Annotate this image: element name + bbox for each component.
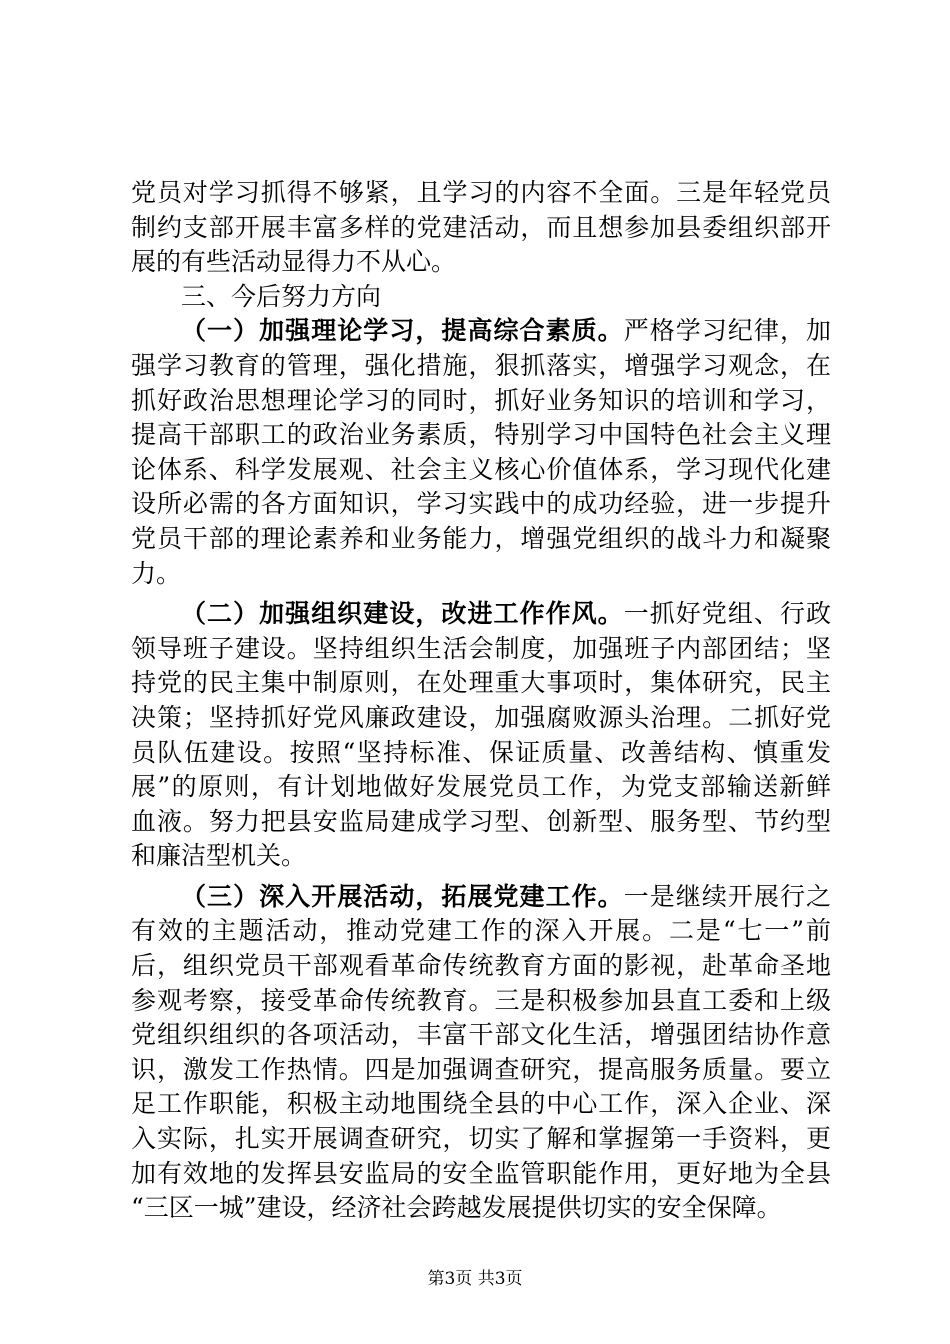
text-line: 持党的民主集中制原则，在处理重大事项时，集体研究，民主: [131, 668, 831, 698]
text-line: 强学习教育的管理，强化措施，狠抓落实，增强学习观念，在: [131, 350, 831, 380]
document-body: [131, 176, 831, 1226]
text-line: 论体系、科学发展观、社会主义核心价值体系，学习现代化建: [131, 454, 831, 484]
paragraph-title: （一）加强理论学习，提高综合素质。: [181, 316, 624, 346]
paragraph-2: [131, 597, 831, 874]
paragraph-title: （二）加强组织建设，改进工作作风。: [181, 599, 624, 629]
text-line: 提高干部职工的政治业务素质，特别学习中国特色社会主义理: [131, 420, 831, 450]
paragraph-first-text: 一是继续开展行之: [623, 881, 831, 911]
text-line: 展”的原则，有计划地做好发展党员工作，为党支部输送新鲜: [131, 772, 831, 802]
paragraph-first-line: [131, 880, 831, 915]
text-line: “三区一城”建设，经济社会跨越发展提供切实的安全保障。: [131, 1193, 782, 1223]
text-line: 足工作职能，积极主动地围绕全县的中心工作，深入企业、深: [131, 1089, 831, 1119]
section-heading: 三、今后努力方向: [181, 281, 382, 311]
text-line: 加有效地的发挥县安监局的安全监管职能作用，更好地为全县: [131, 1158, 831, 1188]
text-line: 制约支部开展丰富多样的党建活动，而且想参加县委组织部开: [131, 212, 831, 242]
paragraph-first-line: [131, 597, 831, 632]
text-line: 设所必需的各方面知识，学习实践中的成功经验，进一步提升: [131, 489, 831, 519]
text-line: 参观考察，接受革命传统教育。三是积极参加县直工委和上级: [131, 985, 831, 1015]
text-line: 后，组织党员干部观看革命传统教育方面的影视，赴革命圣地: [131, 951, 831, 981]
paragraph-title: （三）深入开展活动，拓展党建工作。: [181, 881, 624, 911]
paragraph-3: [131, 880, 831, 1226]
text-line: 党员对学习抓得不够紧，且学习的内容不全面。三是年轻党员: [131, 178, 831, 207]
paragraph-first-line: [131, 314, 831, 349]
paragraph-1: [131, 314, 831, 591]
text-line: 决策；坚持抓好党风廉政建设，加强腐败源头治理。二抓好党: [131, 702, 831, 732]
text-line: 展的有些活动显得力不从心。: [131, 247, 457, 277]
text-line: 有效的主题活动，推动党建工作的深入开展。二是“七一”前: [131, 916, 831, 946]
text-line: 党组织组织的各项活动，丰富干部文化生活，增强团结协作意: [131, 1020, 831, 1050]
paragraph-first-text: 严格学习纪律，加: [623, 316, 831, 346]
intro-paragraph: [131, 176, 831, 280]
text-line: 领导班子建设。坚持组织生活会制度，加强班子内部团结；坚: [131, 633, 831, 663]
text-line: 党员干部的理论素养和业务能力，增强党组织的战斗力和凝聚: [131, 523, 831, 553]
text-line: 抓好政治思想理论学习的同时，抓好业务知识的培训和学习，: [131, 385, 831, 415]
text-line: 血液。努力把县安监局建成学习型、创新型、服务型、节约型: [131, 806, 831, 836]
text-line: 入实际，扎实开展调查研究，切实了解和掌握第一手资料，更: [131, 1124, 831, 1154]
text-line: 和廉洁型机关。: [131, 841, 307, 871]
text-line: 力。: [131, 558, 182, 588]
text-line: 识，激发工作热情。四是加强调查研究，提高服务质量。要立: [131, 1054, 831, 1084]
paragraph-first-text: 一抓好党组、行政: [623, 599, 831, 629]
page-footer: 第3页 共3页: [427, 1269, 523, 1289]
text-line: 员队伍建设。按照“坚持标准、保证质量、改善结构、慎重发: [131, 737, 831, 767]
